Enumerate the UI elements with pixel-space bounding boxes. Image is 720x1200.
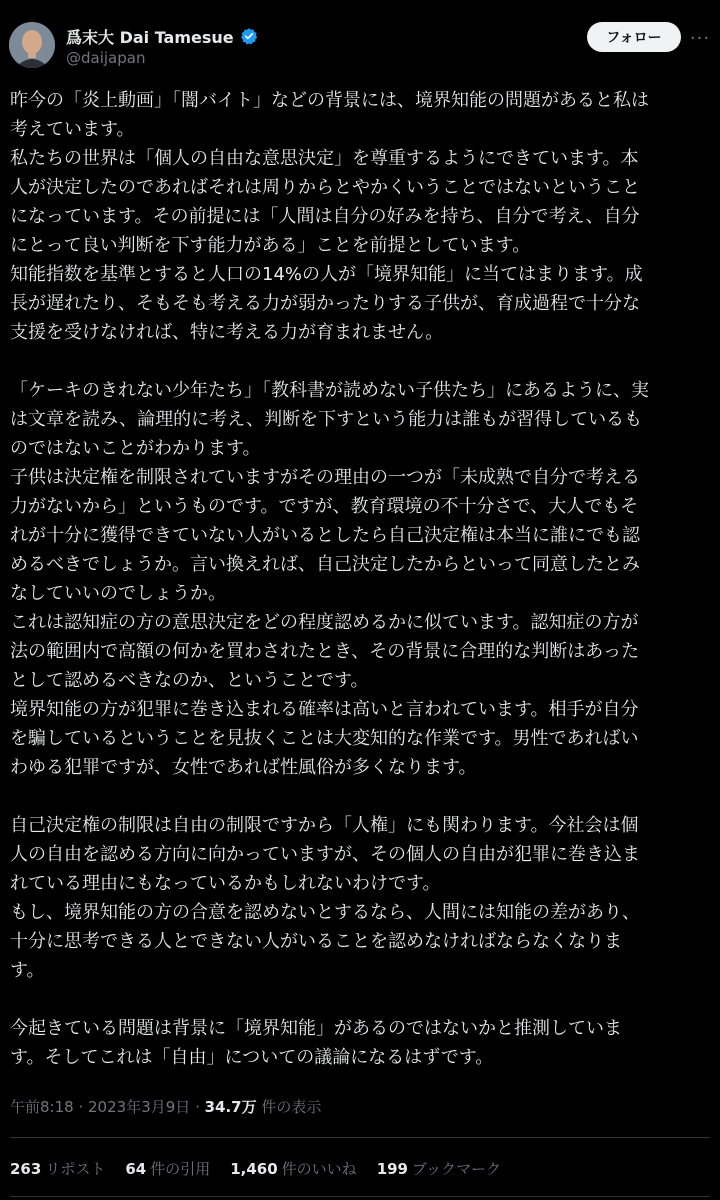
tweet-text-line: す。: [10, 960, 45, 981]
tweet-text: [10, 86, 710, 1072]
tweet-text-line: [10, 782, 710, 811]
tweet-text-line: 考えています。: [10, 119, 135, 140]
meta-separator: ·: [195, 1098, 205, 1116]
views-label: 件の表示: [261, 1098, 322, 1116]
tweet-text-line: にとって良い判断を下す能力がある」ことを前提としています。: [10, 235, 531, 256]
views-count: 34.7万: [204, 1098, 257, 1116]
author-name[interactable]: 爲末大 Dai Tamesue: [66, 27, 234, 47]
tweet-text-line: は文章を読み、論理的に考え、判断を下すという能力は誰もが習得しているも: [10, 409, 643, 430]
tweet-text-line: れている理由にもなっているかもしれないわけです。: [10, 873, 441, 894]
avatar[interactable]: [9, 22, 55, 68]
tweet-text-line: 支援を受けなければ、特に考える力が育まれません。: [10, 322, 444, 343]
tweet-text-line: わゆる犯罪ですが、女性であれば性風俗が多くなります。: [10, 757, 477, 778]
tweet-text-line: 「ケーキのきれない少年たち」「教科書が読めない子供たち」にあるように、実: [10, 380, 649, 401]
tweet-text-line: 自己決定権の制限は自由の制限ですから「人権」にも関わります。今社会は個: [10, 815, 639, 836]
tweet-text-line: 人の自由を認める方向に向かっていますが、その個人の自由が犯罪に巻き込ま: [10, 844, 640, 865]
tweet-text-line: として認めるべきなのか、ということです。: [10, 670, 369, 691]
quotes-count: 64: [125, 1160, 147, 1178]
reposts-count: 263: [10, 1160, 42, 1178]
tweet-time[interactable]: 午前8:18: [10, 1098, 74, 1116]
tweet-text-line: 境界知能の方が犯罪に巻き込まれる確率は高いと言われています。相手が自分: [10, 699, 639, 720]
likes-count: 1,460: [230, 1160, 278, 1178]
author-name-row: [66, 24, 258, 48]
meta-separator: ·: [78, 1098, 89, 1116]
tweet-text-line: 十分に思考できる人とできない人がいることを認めなければならなくなりま: [10, 931, 622, 952]
tweet-text-line: す。そしてこれは「自由」についての議論になるはずです。: [10, 1047, 494, 1068]
reposts-stat[interactable]: [10, 1158, 105, 1179]
tweet-text-line: のではないことがわかります。: [10, 438, 261, 459]
tweet-text-line: 長が遅れたり、そもそも考える力が弱かったりする子供が、育成過程で十分な: [10, 293, 640, 314]
tweet-text-line: [10, 347, 710, 376]
avatar-image: [9, 22, 55, 68]
author-handle[interactable]: @daijapan: [66, 49, 146, 67]
tweet-text-line: 子供は決定権を制限されていますがその理由の一つが「未成熟で自分で考える: [10, 467, 640, 488]
tweet-header: [0, 0, 720, 80]
divider: [10, 1196, 710, 1197]
tweet-text-line: 今起きている問題は背景に「境界知能」があるのではないかと推測していま: [10, 1018, 622, 1039]
engagement-stats: [10, 1158, 501, 1179]
tweet-text-line: これは認知症の方の意思決定をどの程度認めるかに似ています。認知症の方が: [10, 612, 639, 633]
bookmarks-count: 199: [376, 1160, 408, 1178]
tweet-text-line: もし、境界知能の方の合意を認めないとするなら、人間には知能の差があり、: [10, 902, 640, 923]
likes-label: 件のいいね: [281, 1160, 357, 1178]
reposts-label: リポスト: [45, 1160, 106, 1178]
tweet-text-line: めるべきでしょうか。言い換えれば、自己決定したからといって同意したとみ: [10, 554, 640, 575]
tweet-text-line: 知能指数を基準とすると人口の14%の人が「境界知能」に当てはまります。成: [10, 264, 643, 285]
tweet-text-line: 人が決定したのであればそれは周りからとやかくいうことではないということ: [10, 177, 640, 198]
more-options-icon[interactable]: ···: [689, 27, 711, 49]
quotes-stat[interactable]: [125, 1158, 210, 1179]
divider: [10, 1137, 710, 1138]
tweet-meta: [10, 1096, 321, 1117]
tweet-text-line: 力がないから」というものです。ですが、教育環境の不十分さで、大人でもそ: [10, 496, 639, 517]
quotes-label: 件の引用: [150, 1160, 211, 1178]
tweet-text-line: を騙しているということを見抜くことは大変知的な作業です。男性であればい: [10, 728, 639, 749]
follow-button[interactable]: フォロー: [587, 22, 681, 52]
tweet-text-line: [10, 985, 710, 1014]
bookmarks-stat[interactable]: [377, 1158, 501, 1179]
tweet-text-line: なしていいのでしょうか。: [10, 583, 226, 604]
tweet-text-line: 法の範囲内で高額の何かを買わされたとき、その背景に合理的な判断はあった: [10, 641, 640, 662]
tweet-text-line: になっています。その前提には「人間は自分の好みを持ち、自分で考え、自分: [10, 206, 640, 227]
tweet-text-line: 昨今の「炎上動画」「闇バイト」などの背景には、境界知能の問題があると私は: [10, 90, 649, 111]
tweet-date[interactable]: 2023年3月9日: [88, 1098, 191, 1116]
tweet-text-line: れが十分に獲得できていない人がいるとしたら自己決定権は本当に誰にでも認: [10, 525, 640, 546]
verified-badge-icon[interactable]: [240, 27, 258, 45]
bookmarks-label: ブックマーク: [412, 1160, 501, 1178]
tweet-text-line: 私たちの世界は「個人の自由な意思決定」を尊重するようにできています。本: [10, 148, 639, 169]
likes-stat[interactable]: [230, 1158, 356, 1179]
